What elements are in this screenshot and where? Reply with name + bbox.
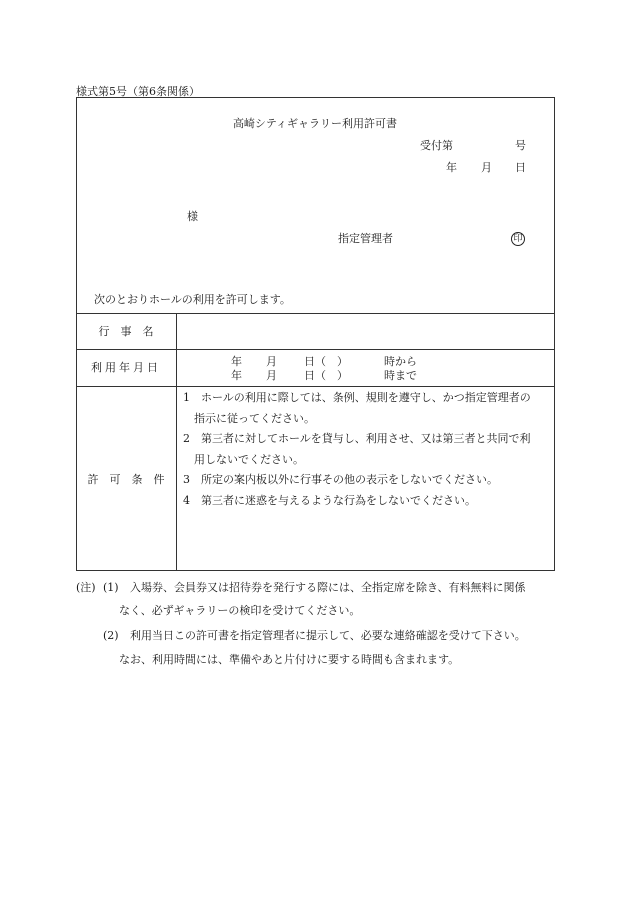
usage-date-label: 利用年月日 [91, 361, 161, 374]
conditions-list [183, 388, 549, 511]
column-divider [176, 313, 177, 571]
seal-mark: 印 [511, 232, 525, 246]
condition-item-continued: 指示に従ってください。 [194, 411, 315, 425]
note-2-text-continued: なお、利用時間には、準備やあと片付けに要する時間も含まれます。 [119, 653, 460, 666]
note-2-text: 利用当日この許可書を指定管理者に提示して、必要な連絡確認を受けて下さい。 [130, 629, 526, 642]
conditions-label: 許 可 条 件 [87, 473, 165, 486]
row-divider [76, 349, 555, 350]
document-title: 高崎シティギャラリー利用許可書 [232, 117, 398, 130]
condition-item: 3 所定の案内板以外に行事その他の表示をしないでください。 [183, 473, 498, 486]
condition-item-continued: 用しないでください。 [194, 452, 304, 466]
start-time: 時から [384, 355, 417, 368]
note-1-number: (1) [103, 581, 119, 594]
addressee-suffix: 様 [187, 210, 198, 223]
date-year: 年 [446, 161, 457, 174]
end-time: 時まで [384, 369, 417, 382]
notes-prefix: (注) [76, 581, 96, 594]
condition-item: 1 ホールの利用に際しては、条例、規則を遵守し、かつ指定管理者の [183, 391, 531, 404]
issuer-label: 指定管理者 [338, 232, 393, 245]
form-number: 様式第5号（第6条関係） [76, 85, 200, 98]
note-1-text: 入場券、会員券又は招待券を発行する際には、全指定席を除き、有料無料に関係 [130, 581, 526, 594]
condition-item: 4 第三者に迷惑を与えるような行為をしないでください。 [183, 493, 476, 507]
date-month: 月 [481, 161, 492, 174]
table-top-line [76, 313, 555, 314]
start-month: 月 [266, 355, 277, 368]
note-2-number: (2) [103, 629, 119, 642]
end-year: 年 [231, 369, 242, 382]
note-1-text-continued: なく、必ずギャラリーの検印を受けてください。 [119, 604, 361, 617]
end-month: 月 [266, 369, 277, 382]
event-name-label: 行 事 名 [98, 325, 154, 338]
receipt-suffix: 号 [515, 139, 526, 152]
condition-item: 2 第三者に対してホールを貸与し、利用させ、又は第三者と共同で利 [183, 432, 531, 445]
date-day: 日 [515, 161, 526, 174]
intro-text: 次のとおりホールの利用を許可します。 [94, 293, 291, 306]
row-divider [76, 386, 555, 387]
end-day: 日（ ） [304, 369, 348, 382]
start-year: 年 [231, 355, 242, 368]
start-day: 日（ ） [304, 355, 348, 368]
receipt-label: 受付第 [420, 139, 453, 152]
